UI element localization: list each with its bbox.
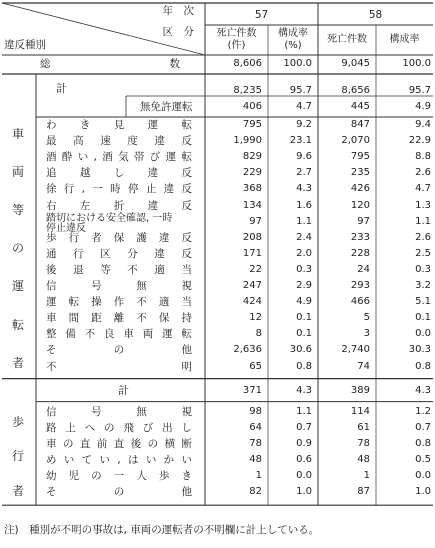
vehicle-row-9-ratio-58: 2.5 [415, 247, 431, 259]
vehicle-row-13-ratio-58: 0.1 [415, 312, 431, 324]
vehicle-group-label-char: 転 [12, 317, 25, 332]
pedestrian-row-5-deaths-57: 1 [255, 470, 262, 481]
vehicle-row-2-label: 最 高 速 度 違 反 [46, 135, 192, 148]
pedestrian-row-4-deaths-57: 48 [249, 453, 262, 465]
vehicle-row-15-ratio-58: 30.3 [408, 344, 431, 356]
vehicle-row-16-deaths-57: 65 [249, 360, 262, 372]
vehicle-row-11-deaths-58: 293 [350, 280, 370, 291]
vehicle-row-11-label: 信 号 無 視 [46, 280, 192, 292]
vehicle-row-2-ratio-57: 23.1 [289, 135, 312, 147]
no-license-deaths-58: 445 [350, 101, 370, 112]
pedestrian-row-3-deaths-58: 78 [357, 437, 370, 449]
pedestrian-group-label-char: 者 [12, 484, 25, 499]
pedestrian-row-6-deaths-58: 87 [357, 486, 370, 498]
vehicle-subtotal-ratio-57: 95.7 [289, 85, 312, 96]
vehicle-row-15-ratio-57: 30.6 [289, 344, 312, 356]
vehicle-row-5-ratio-57: 4.3 [296, 183, 312, 195]
vehicle-row-3-deaths-57: 829 [242, 151, 262, 163]
vehicle-row-2-ratio-58: 22.9 [408, 135, 431, 147]
vehicle-row-16-ratio-58: 0.8 [415, 360, 431, 372]
vehicle-row-2-deaths-57: 1,990 [233, 135, 262, 147]
vehicle-row-6-label: 右 左 折 違 反 [46, 199, 192, 212]
col-ratio-57: 構成率 [278, 28, 308, 39]
vehicle-row-8-ratio-57: 2.4 [296, 231, 312, 243]
pedestrian-row-5-label: 幼 児 の 一 人 歩 き [46, 470, 192, 482]
vehicle-subtotal-deaths-57: 8,235 [233, 85, 262, 96]
vehicle-row-12-deaths-58: 466 [350, 296, 370, 308]
pedestrian-row-1-label: 信 号 無 視 [46, 405, 192, 418]
vehicle-row-1-label: わ き 見 運 転 [46, 119, 192, 131]
pedestrian-row-2-deaths-57: 64 [249, 421, 262, 433]
vehicle-row-9-deaths-58: 228 [350, 247, 370, 259]
col-deaths-57-unit: (件) [227, 40, 246, 51]
vehicle-row-9-ratio-57: 2.0 [296, 247, 312, 259]
col-deaths-58: 死亡件数 [327, 34, 367, 45]
vehicle-subtotal-ratio-58: 95.7 [408, 85, 431, 96]
vehicle-group-label-char: 等 [12, 203, 25, 218]
vehicle-row-6-deaths-58: 120 [350, 199, 370, 211]
vehicle-row-5-deaths-57: 368 [242, 183, 262, 195]
vehicle-row-5-label: 徐 行 , 一 時 停 止 違 反 [46, 183, 192, 196]
vehicle-row-4-ratio-58: 2.6 [415, 167, 431, 179]
vehicle-row-7-label-line2: 停止違反 [46, 222, 86, 234]
vehicle-row-6-ratio-58: 1.3 [415, 199, 431, 211]
header-year-label: 年 次 [162, 5, 194, 17]
vehicle-row-4-deaths-58: 235 [350, 167, 370, 179]
pedestrian-row-6-ratio-57: 1.0 [296, 486, 312, 498]
vehicle-row-8-label: 歩 行 者 保 護 違 反 [46, 231, 192, 244]
pedestrian-row-1-deaths-57: 98 [249, 405, 262, 417]
vehicle-row-12-deaths-57: 424 [242, 296, 262, 308]
vehicle-row-15-label: そ の 他 [46, 344, 192, 357]
vehicle-row-4-label: 追 越 し 違 反 [46, 167, 192, 180]
pedestrian-row-1-ratio-58: 1.2 [415, 405, 431, 417]
vehicle-row-1-deaths-57: 795 [242, 119, 262, 130]
vehicle-row-15-deaths-57: 2,636 [233, 344, 262, 356]
vehicle-row-8-ratio-58: 2.6 [415, 231, 431, 243]
vehicle-row-16-deaths-58: 74 [357, 360, 370, 372]
pedestrian-row-3-deaths-57: 78 [249, 437, 262, 449]
vehicle-row-11-ratio-58: 3.2 [415, 280, 431, 291]
pedestrian-row-2-ratio-58: 0.7 [415, 421, 431, 433]
vehicle-row-15-deaths-58: 2,740 [341, 344, 370, 356]
vehicle-row-16-ratio-57: 0.8 [296, 360, 312, 372]
vehicle-row-3-ratio-58: 8.8 [415, 151, 431, 163]
vehicle-row-1-deaths-58: 847 [350, 119, 370, 130]
vehicle-row-14-deaths-58: 3 [363, 328, 370, 340]
vehicle-row-16-label: 不 明 [46, 360, 192, 373]
vehicle-row-6-ratio-57: 1.6 [296, 199, 312, 211]
vehicle-row-5-deaths-58: 426 [350, 183, 370, 195]
vehicle-row-9-label: 通 行 区 分 違 反 [46, 247, 192, 260]
pedestrian-group-label-char: 行 [12, 449, 25, 464]
vehicle-row-14-deaths-57: 8 [255, 328, 262, 340]
vehicle-subtotal-label: 計 [56, 82, 67, 95]
pedestrian-subtotal-deaths-57: 371 [242, 384, 262, 396]
vehicle-row-11-deaths-57: 247 [242, 280, 262, 291]
vehicle-row-11-ratio-57: 2.9 [296, 280, 312, 291]
vehicle-row-1-ratio-57: 9.2 [296, 119, 312, 130]
vehicle-group-label-char: 運 [12, 279, 25, 294]
pedestrian-row-6-deaths-57: 82 [249, 486, 262, 498]
pedestrian-row-1-ratio-57: 1.1 [296, 405, 312, 417]
pedestrian-row-4-label: め い て い , は い か い [46, 453, 192, 466]
vehicle-row-5-ratio-58: 4.7 [415, 183, 431, 195]
vehicle-row-8-deaths-57: 208 [242, 231, 262, 243]
footnote: 注) 種別が不明の事故は, 車両の運転者の不明欄に計上している。 [4, 524, 320, 537]
vehicle-row-2-deaths-58: 2,070 [341, 135, 370, 147]
vehicle-row-10-label: 後 退 等 不 適 当 [46, 263, 192, 276]
vehicle-row-9-deaths-57: 171 [242, 247, 262, 259]
header-violation-type-label: 違反種別 [4, 39, 46, 51]
vehicle-group-label-char: 両 [12, 165, 25, 180]
col-ratio-58: 構成率 [389, 34, 420, 45]
vehicle-row-7-ratio-58: 1.1 [415, 215, 431, 227]
vehicle-row-3-label: 酒 酔 い , 酒 気 帯 び 運 転 [46, 151, 192, 164]
no-license-ratio-58: 4.9 [415, 101, 431, 112]
total-row-deaths-58: 9,045 [341, 58, 370, 69]
vehicle-row-13-ratio-57: 0.1 [296, 312, 312, 324]
pedestrian-row-6-ratio-58: 1.0 [415, 486, 431, 498]
pedestrian-subtotal-label: 計 [118, 383, 129, 397]
vehicle-row-14-ratio-58: 0.0 [415, 328, 431, 340]
vehicle-row-7-label-line1: 踏切における安全確認, 一時 [46, 212, 173, 224]
pedestrian-group-label-char: 歩 [12, 414, 25, 429]
col-ratio-57-unit: (%) [284, 40, 302, 51]
year-58-label: 58 [368, 9, 383, 21]
vehicle-row-13-deaths-58: 5 [363, 312, 370, 324]
vehicle-row-12-ratio-58: 5.1 [415, 296, 431, 308]
vehicle-row-14-label: 整 備 不 良 車 両 運 転 [46, 328, 192, 341]
pedestrian-row-5-ratio-58: 0.0 [415, 470, 431, 481]
vehicle-row-1-ratio-58: 9.4 [415, 119, 431, 130]
vehicle-row-13-deaths-57: 12 [249, 312, 262, 324]
pedestrian-row-2-ratio-57: 0.7 [296, 421, 312, 433]
pedestrian-row-2-deaths-58: 61 [357, 421, 370, 433]
vehicle-row-10-ratio-57: 0.3 [296, 263, 312, 275]
no-license-deaths-57: 406 [242, 101, 262, 112]
vehicle-group-label-char: の [12, 241, 25, 256]
pedestrian-row-3-ratio-57: 0.9 [296, 437, 312, 449]
pedestrian-row-5-ratio-57: 0.0 [296, 470, 312, 481]
vehicle-row-14-ratio-57: 0.1 [296, 328, 312, 340]
vehicle-row-7-deaths-58: 97 [357, 215, 370, 227]
vehicle-row-13-label: 車 間 距 離 不 保 持 [46, 312, 192, 325]
vehicle-row-10-deaths-57: 22 [249, 263, 262, 275]
vehicle-row-7-ratio-57: 1.1 [296, 215, 312, 227]
no-license-label: 無免許運転 [140, 101, 193, 113]
vehicle-row-7-deaths-57: 97 [249, 215, 262, 227]
vehicle-row-8-deaths-58: 233 [350, 231, 370, 243]
pedestrian-subtotal-ratio-57: 4.3 [296, 384, 312, 396]
no-license-ratio-57: 4.7 [296, 101, 312, 112]
year-57-label: 57 [254, 9, 269, 21]
pedestrian-row-1-deaths-58: 114 [350, 405, 370, 417]
vehicle-group-label-char: 車 [12, 127, 25, 141]
vehicle-row-12-ratio-57: 4.9 [296, 296, 312, 308]
pedestrian-subtotal-deaths-58: 389 [350, 384, 370, 396]
vehicle-row-10-ratio-58: 0.3 [415, 263, 431, 275]
pedestrian-row-4-ratio-58: 0.5 [415, 453, 431, 465]
vehicle-row-10-deaths-58: 24 [357, 263, 370, 275]
vehicle-subtotal-deaths-58: 8,656 [341, 85, 370, 96]
vehicle-row-12-label: 運 転 操 作 不 適 当 [46, 296, 192, 309]
pedestrian-row-4-ratio-57: 0.6 [296, 453, 312, 465]
vehicle-row-3-deaths-58: 795 [350, 151, 370, 163]
pedestrian-row-2-label: 路 上 へ の 飛 び 出 し [46, 421, 192, 434]
total-row-ratio-57: 100.0 [283, 58, 312, 69]
total-row-label: 総 数 [40, 58, 180, 70]
vehicle-row-3-ratio-57: 9.6 [296, 151, 312, 163]
pedestrian-row-3-ratio-58: 0.8 [415, 437, 431, 449]
header-category-label: 区 分 [162, 26, 194, 38]
pedestrian-row-5-deaths-58: 1 [363, 470, 370, 481]
total-row-deaths-57: 8,606 [233, 58, 262, 69]
pedestrian-subtotal-ratio-58: 4.3 [415, 384, 431, 396]
pedestrian-row-4-deaths-58: 48 [357, 453, 370, 465]
vehicle-row-6-deaths-57: 134 [242, 199, 262, 211]
vehicle-group-label-char: 者 [12, 355, 25, 370]
col-deaths-57: 死亡件数 [216, 28, 257, 39]
vehicle-row-4-ratio-57: 2.7 [296, 167, 312, 179]
pedestrian-row-6-label: そ の 他 [46, 486, 192, 499]
total-row-ratio-58: 100.0 [402, 58, 431, 69]
vehicle-row-4-deaths-57: 229 [242, 167, 262, 179]
pedestrian-row-3-label: 車 の 直 前 直 後 の 横 断 [46, 437, 192, 450]
